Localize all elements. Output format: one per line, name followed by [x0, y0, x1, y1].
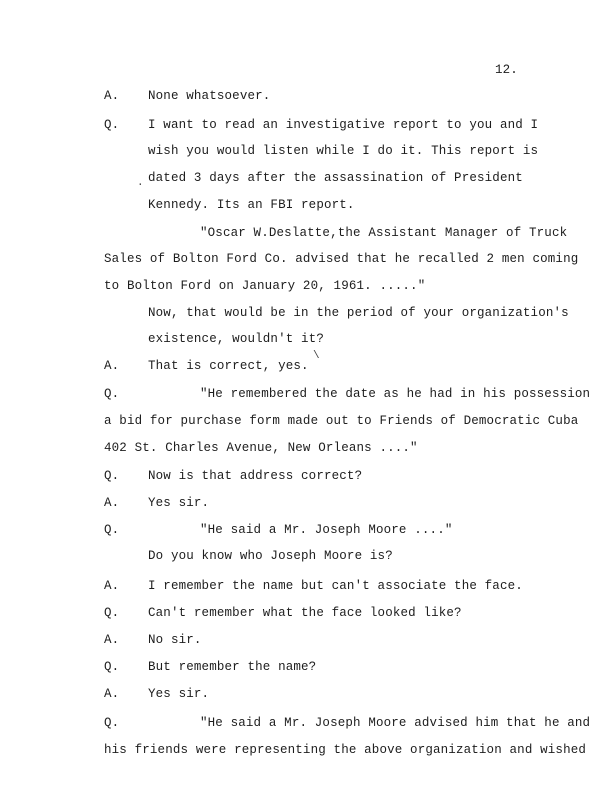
speaker-label: A. [104, 89, 120, 103]
speaker-label: Q. [104, 523, 120, 537]
speaker-label: Q. [104, 716, 120, 730]
transcript-line [0, 579, 612, 597]
transcript-line [0, 687, 612, 705]
transcript-line [0, 279, 612, 297]
line-text: I remember the name but can't associate the face. [148, 579, 523, 593]
line-text: Do you know who Joseph Moore is? [148, 549, 393, 563]
transcript-line [0, 332, 612, 350]
line-text: 402 St. Charles Avenue, New Orleans ...." [104, 441, 418, 455]
line-text: Yes sir. [148, 496, 210, 510]
line-text: But remember the name? [148, 660, 317, 674]
line-text: his friends were representing the above organization and wished [104, 743, 587, 757]
speaker-label: A. [104, 633, 120, 647]
speaker-label: Q. [104, 606, 120, 620]
line-text: wish you would listen while I do it. This report is [148, 144, 539, 158]
transcript-line [0, 633, 612, 651]
transcript-line [0, 660, 612, 678]
transcript-line [0, 144, 612, 162]
transcript-line [0, 441, 612, 459]
transcript-line [0, 306, 612, 324]
transcript-line [0, 549, 612, 567]
transcript-line [0, 387, 612, 405]
line-text: to Bolton Ford on January 20, 1961. ....." [104, 279, 426, 293]
speaker-label: Q. [104, 387, 120, 401]
speaker-label: A. [104, 359, 120, 373]
line-text: "Oscar W.Deslatte,the Assistant Manager of Truck [200, 226, 568, 240]
line-text: Kennedy. Its an FBI report. [148, 198, 355, 212]
scan-artifact: . [137, 177, 144, 189]
line-text: existence, wouldn't it? [148, 332, 324, 346]
line-text: "He said a Mr. Joseph Moore ...." [200, 523, 453, 537]
page-number: 12. [495, 63, 518, 77]
transcript-line [0, 252, 612, 270]
speaker-label: Q. [104, 469, 120, 483]
speaker-label: A. [104, 579, 120, 593]
speaker-label: A. [104, 496, 120, 510]
line-text: Yes sir. [148, 687, 210, 701]
line-text: No sir. [148, 633, 202, 647]
line-text: That is correct, yes. [148, 359, 309, 373]
line-text: a bid for purchase form made out to Friends of Democratic Cuba [104, 414, 579, 428]
transcript-line [0, 716, 612, 734]
transcript-line [0, 359, 612, 377]
line-text: dated 3 days after the assassination of President [148, 171, 523, 185]
speaker-label: Q. [104, 660, 120, 674]
transcript-line [0, 414, 612, 432]
transcript-line [0, 469, 612, 487]
transcript-line [0, 226, 612, 244]
transcript-line [0, 171, 612, 189]
scan-artifact: \ [313, 350, 320, 362]
transcript-line [0, 496, 612, 514]
line-text: Can't remember what the face looked like? [148, 606, 462, 620]
line-text: Sales of Bolton Ford Co. advised that he recalled 2 men coming [104, 252, 579, 266]
line-text: None whatsoever. [148, 89, 271, 103]
speaker-label: A. [104, 687, 120, 701]
transcript-line [0, 198, 612, 216]
line-text: I want to read an investigative report to you and I [148, 118, 539, 132]
transcript-line [0, 743, 612, 761]
transcript-line [0, 89, 612, 107]
speaker-label: Q. [104, 118, 120, 132]
line-text: "He said a Mr. Joseph Moore advised him that he and [200, 716, 591, 730]
transcript-line [0, 606, 612, 624]
line-text: Now, that would be in the period of your organization's [148, 306, 569, 320]
transcript-line [0, 523, 612, 541]
line-text: "He remembered the date as he had in his possession [200, 387, 591, 401]
line-text: Now is that address correct? [148, 469, 363, 483]
transcript-line [0, 118, 612, 136]
